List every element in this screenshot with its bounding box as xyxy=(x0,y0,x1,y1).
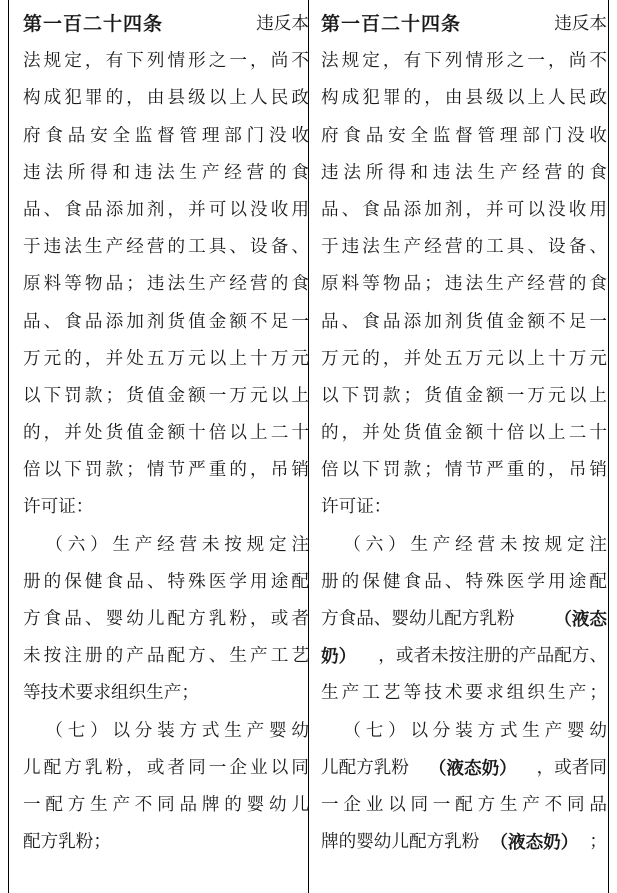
comparison-table xyxy=(8,0,609,893)
text-line xyxy=(321,266,607,303)
line-text: 一 企 业 以 同 一 配 方 生 产 不 同 品 xyxy=(321,794,607,815)
line-text: 万 元 的 ， 并 处 五 万 元 以 上 十 万 元 xyxy=(321,348,607,369)
line-text: 法 规 定 ， 有 下 列 情 形 之 一 ， 尚 不 xyxy=(23,51,309,72)
text-run: 违反本 xyxy=(256,14,309,34)
text-line xyxy=(23,155,309,192)
text-line xyxy=(321,824,607,861)
text-line xyxy=(23,118,309,155)
bold-run: （液态奶） xyxy=(490,832,579,854)
text-line xyxy=(321,675,607,712)
line-text: （ 六 ） 生 产 经 营 未 按 规 定 注 xyxy=(45,534,309,555)
text-line xyxy=(23,675,309,712)
right-column xyxy=(321,6,607,861)
line-text: 法 规 定 ， 有 下 列 情 形 之 一 ， 尚 不 xyxy=(321,51,607,72)
bold-run: 第一百二十四条 xyxy=(321,13,462,35)
line-text: 册 的 保 健 食 品 、 特 殊 医 学 用 途 配 xyxy=(321,571,607,592)
line-text: 品 、 食 品 添 加 剂 ， 并 可 以 没 收 用 xyxy=(321,199,607,220)
text-line xyxy=(321,713,607,750)
bold-run: 第一百二十四条 xyxy=(23,13,164,35)
line-text: （ 七 ） 以 分 装 方 式 生 产 婴 幼 xyxy=(343,720,607,741)
text-line xyxy=(23,192,309,229)
line-text: 的 ， 并 处 货 值 金 额 十 倍 以 上 二 十 xyxy=(23,423,309,444)
line-text: 以 下 罚 款 ； 货 值 金 额 一 万 元 以 上 xyxy=(23,385,309,406)
line-text: 构 成 犯 罪 的 ， 由 县 级 以 上 人 民 政 xyxy=(23,88,309,109)
text-line xyxy=(321,564,607,601)
text-line xyxy=(321,192,607,229)
line-text: 生 产 工 艺 等 技 术 要 求 组 织 生 产 ； xyxy=(321,683,607,704)
text-line xyxy=(23,43,309,80)
line-text: 倍 以 下 罚 款 ； 情 节 严 重 的 ， 吊 销 xyxy=(23,460,309,481)
text-line xyxy=(321,80,607,117)
text-line xyxy=(321,638,607,675)
line-text: 倍 以 下 罚 款 ； 情 节 严 重 的 ， 吊 销 xyxy=(321,460,607,481)
text-line xyxy=(321,43,607,80)
line-text: 原 料 等 物 品 ； 违 法 生 产 经 营 的 食 xyxy=(321,274,607,295)
line-text: 于 违 法 生 产 经 营 的 工 具 、 设 备 、 xyxy=(23,237,309,258)
line-text: 府 食 品 安 全 监 督 管 理 部 门 没 收 xyxy=(321,125,607,146)
left-column xyxy=(23,6,309,861)
text-line xyxy=(23,304,309,341)
line-text: （ 六 ） 生 产 经 营 未 按 规 定 注 xyxy=(343,534,607,555)
text-run: ，或者未按注册的产品配方、 xyxy=(378,646,607,667)
line-text: 构 成 犯 罪 的 ， 由 县 级 以 上 人 民 政 xyxy=(321,88,607,109)
text-line xyxy=(23,713,309,750)
text-line xyxy=(321,6,607,43)
text-line xyxy=(321,341,607,378)
line-text: 儿 配 方 乳 粉 ， 或 者 同 一 企 业 以 同 xyxy=(23,757,309,778)
text-line xyxy=(23,415,309,452)
text-line xyxy=(321,527,607,564)
line-text: 原 料 等 物 品 ； 违 法 生 产 经 营 的 食 xyxy=(23,274,309,295)
line-text: 于 违 法 生 产 经 营 的 工 具 、 设 备 、 xyxy=(321,237,607,258)
line-text: 以 下 罚 款 ； 货 值 金 额 一 万 元 以 上 xyxy=(321,385,607,406)
bold-run: （液态奶） xyxy=(428,757,517,779)
text-line xyxy=(23,489,309,526)
line-text: 品 、 食 品 添 加 剂 ， 并 可 以 没 收 用 xyxy=(23,199,309,220)
text-line xyxy=(23,80,309,117)
bold-run: （液态 xyxy=(554,609,607,630)
text-line xyxy=(23,452,309,489)
line-text: 的 ， 并 处 货 值 金 额 十 倍 以 上 二 十 xyxy=(321,423,607,444)
bold-run: 奶） xyxy=(321,646,357,668)
text-line xyxy=(23,6,309,43)
text-run: 方食品、婴幼儿配方乳粉 xyxy=(321,609,515,629)
text-line xyxy=(321,304,607,341)
text-line xyxy=(23,638,309,675)
text-line xyxy=(23,378,309,415)
line-text: 万 元 的 ， 并 处 五 万 元 以 上 十 万 元 xyxy=(23,348,309,369)
line-text: 配方乳粉； xyxy=(23,832,111,853)
text-line xyxy=(23,341,309,378)
line-text: 府 食 品 安 全 监 督 管 理 部 门 没 收 xyxy=(23,125,309,146)
text-line xyxy=(321,452,607,489)
line-text: 品 、 食 品 添 加 剂 货 值 金 额 不 足 一 xyxy=(23,311,309,332)
line-text: （ 七 ） 以 分 装 方 式 生 产 婴 幼 xyxy=(45,720,309,741)
line-text: 品 、 食 品 添 加 剂 货 值 金 额 不 足 一 xyxy=(321,311,607,332)
text-line xyxy=(23,601,309,638)
text-line xyxy=(23,787,309,824)
text-line xyxy=(321,787,607,824)
text-line xyxy=(321,489,607,526)
text-line xyxy=(23,266,309,303)
text-line xyxy=(321,118,607,155)
line-text: 违 法 所 得 和 违 法 生 产 经 营 的 食 xyxy=(23,162,309,183)
text-line xyxy=(23,229,309,266)
text-line xyxy=(321,378,607,415)
line-text: 方 食 品 、 婴 幼 儿 配 方 乳 粉 ， 或 者 xyxy=(23,609,309,629)
text-line xyxy=(23,750,309,787)
text-run: ，或者同 xyxy=(536,757,607,778)
text-line xyxy=(321,155,607,192)
line-text: 未 按 注 册 的 产 品 配 方 、 生 产 工 艺 xyxy=(23,646,309,667)
line-text: 册 的 保 健 食 品 、 特 殊 医 学 用 途 配 xyxy=(23,571,309,592)
text-line xyxy=(321,750,607,787)
text-line xyxy=(321,601,607,638)
line-text: 许可证： xyxy=(23,497,94,518)
line-text: 一 配 方 生 产 不 同 品 牌 的 婴 幼 儿 xyxy=(23,794,309,815)
line-text: 许可证： xyxy=(321,497,392,518)
line-text: 等技术要求组织生产； xyxy=(23,683,199,704)
text-run: 牌的婴幼儿配方乳粉 xyxy=(321,832,480,853)
text-line xyxy=(321,229,607,266)
text-line xyxy=(23,527,309,564)
text-line xyxy=(23,824,309,861)
text-line xyxy=(23,564,309,601)
line-text: 违 法 所 得 和 违 法 生 产 经 营 的 食 xyxy=(321,162,607,183)
text-run: 违反本 xyxy=(554,14,607,34)
text-run: ； xyxy=(589,832,607,853)
text-run: 儿配方乳粉 xyxy=(321,757,409,778)
text-line xyxy=(321,415,607,452)
